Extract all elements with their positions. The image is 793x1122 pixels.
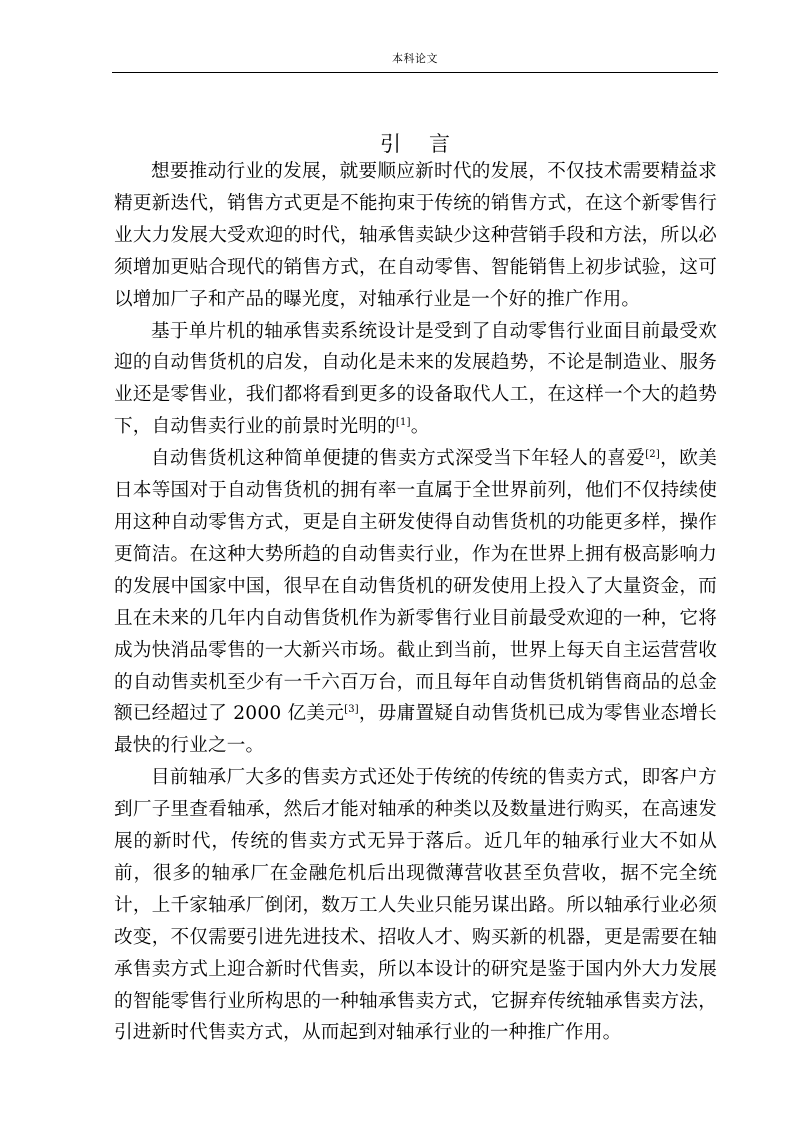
citation-ref-2: [2]	[645, 449, 660, 461]
citation-ref-3: [3]	[344, 704, 359, 716]
header-rule	[112, 72, 718, 73]
paragraph-2	[114, 316, 717, 444]
paragraph-3-tail: ，毋庸置疑自动售货机已成为零售业态增长最快的行业之一。	[114, 703, 717, 757]
paragraph-1: 想要推动行业的发展，就要顺应新时代的发展，不仅技术需要精益求精更新迭代，销售方式更是不能拘束于传统的销售方式，在这个新零售行业大力发展大受欢迎的时代，轴承售卖缺少这种营销手段和方法，所以必须增加更贴合现代的销售方式，在自动零售、智能销售上初步试验，这可以增加厂子和产品的曝光度，对轴承行业是一个好的推广作用。	[114, 161, 717, 310]
paragraph-2-text: 基于单片机的轴承售卖系统设计是受到了自动零售行业面目前最受欢迎的自动售货机的启发，自动化是未来的发展趋势，不论是制造业、服务业还是零售业，我们都将看到更多的设备取代人工，在这样一个大的趋势下，自动售卖行业的前景时光明的	[114, 320, 717, 438]
paragraph-3	[114, 443, 717, 762]
section-title: 引言	[380, 132, 478, 156]
paragraph-4: 目前轴承厂大多的售卖方式还处于传统的传统的售卖方式，即客户方到厂子里查看轴承，然后才能对轴承的种类以及数量进行购买，在高速发展的新时代，传统的售卖方式无异于落后。近几年的轴承行业大不如从前，很多的轴承厂在金融危机后出现微薄营收甚至负营收，据不完全统计，上千家轴承厂倒闭，数万工人失业只能另谋出路。所以轴承行业必须改变，不仅需要引进先进技术、招收人才、购买新的机器，更是需要在轴承售卖方式上迎合新时代售卖，所以本设计的研究是鉴于国内外大力发展的智能零售行业所构思的一种轴承售卖方式，它摒弃传统轴承售卖方法，引进新时代售卖方式，从而起到对轴承行业的一种推广作用。	[114, 767, 717, 1044]
paragraph-2-tail: 。	[410, 416, 430, 438]
paragraph-3-middle: ，欧美日本等国对于自动售货机的拥有率一直属于全世界前列，他们不仅持续使用这种自动零售方式，更是自主研发使得自动售货机的功能更多样，操作更简洁。在这种大势所趋的自动售卖行业，作为在世界上拥有极高影响力的发展中国家中国，很早在自动售货机的研发使用上投入了大量资金，而且在未来的几年内自动售货机作为新零售行业目前最受欢迎的一种，它将成为快消品零售的一大新兴市场。截止到当前，世界上每天自主运营营收的自动售卖机至少有一千六百万台，而且每年自动售货机销售商品的总金额已经超过了 2000 亿美元	[114, 448, 717, 725]
citation-ref-1: [1]	[395, 417, 411, 429]
body-text	[114, 156, 717, 1049]
paragraph-3-text: 自动售货机这种简单便捷的售卖方式深受当下年轻人的喜爱	[151, 448, 646, 470]
running-header: 本科论文	[392, 52, 438, 65]
